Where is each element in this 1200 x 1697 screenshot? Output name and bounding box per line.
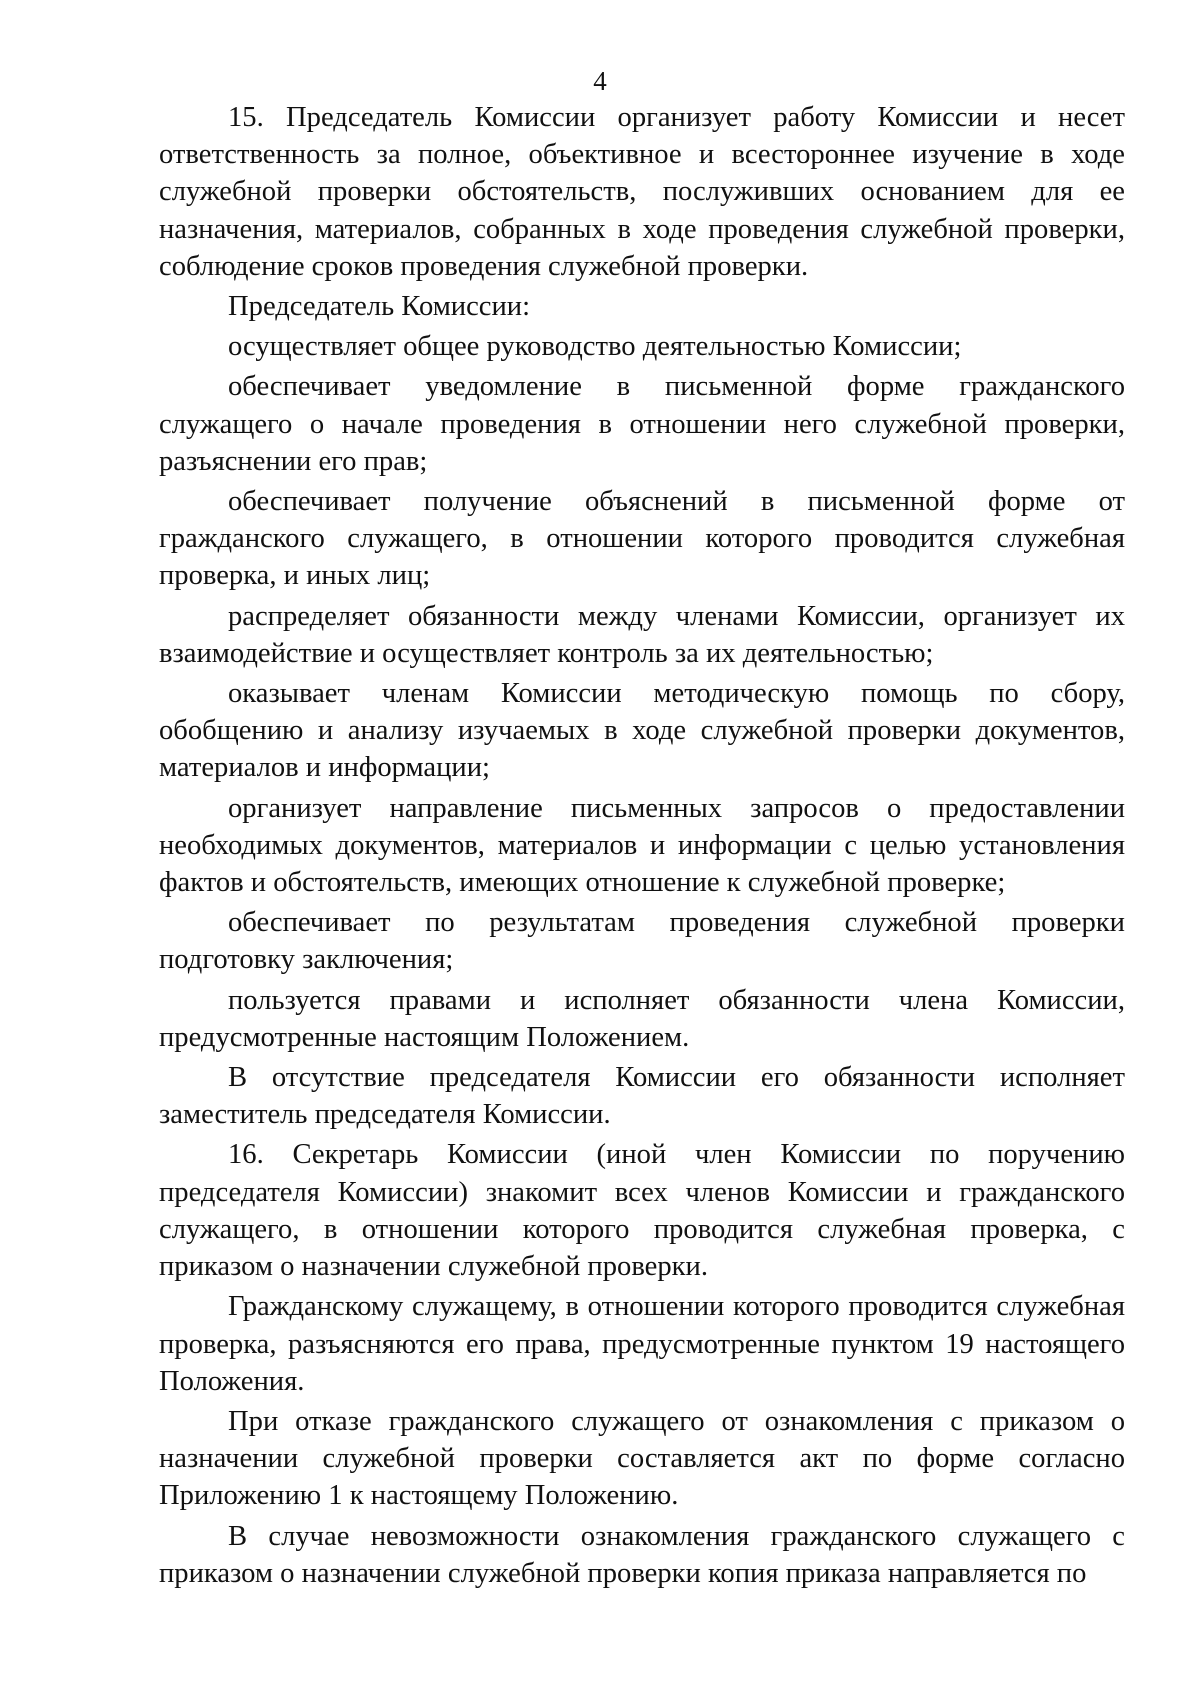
- paragraph-deputy-chairman: В отсутствие председателя Комиссии его обязанности исполняет заместитель председателя Комиссии.: [159, 1062, 1125, 1131]
- paragraph-conclusion-preparation: обеспечивает по результатам проведения служебной проверки подготовку заключения;: [159, 907, 1125, 976]
- paragraph-methodical-help: оказывает членам Комиссии методическую помощь по сбору, обобщению и анализу изучаемых в ходе служебной проверки документов, материалов и информации;: [159, 678, 1125, 784]
- paragraph-refusal-act: При отказе гражданского служащего от ознакомления с приказом о назначении служебной проверки составляется акт по форме согласно Приложению 1 к настоящему Положению.: [159, 1405, 1125, 1512]
- paragraph-general-management: осуществляет общее руководство деятельностью Комиссии;: [228, 331, 962, 363]
- paragraph-16-secretary: 16. Секретарь Комиссии (иной член Комиссии по поручению председателя Комиссии) знакомит всех членов Комиссии и гражданского служащего, в отношении которого проводится служебная проверка, с приказом о назначении служебной проверки.: [159, 1139, 1125, 1283]
- paragraph-copy-of-order: В случае невозможности ознакомления гражданского служащего с приказом о назначении служебной проверки копия приказа направляется по: [159, 1520, 1125, 1589]
- paragraph-chairman-heading: Председатель Комиссии:: [228, 291, 531, 323]
- paragraph-explanations: обеспечивает получение объяснений в письменной форме от гражданского служащего, в отношении которого проводится служебная проверка, и иных лиц;: [159, 486, 1125, 592]
- paragraph-rights-explained: Гражданскому служащему, в отношении которого проводится служебная проверка, разъясняются его права, предусмотренные пунктом 19 настоящего Положения.: [159, 1291, 1125, 1397]
- paragraph-15-chairman-responsibility: 15. Председатель Комиссии организует работу Комиссии и несет ответственность за полное, объективное и всестороннее изучение в ходе служебной проверки обстоятельств, послуживших основанием для ее назначения, материалов, собранных в ходе проведения служебной проверки, соблюдение сроков проведения служебной проверки.: [159, 102, 1125, 282]
- page-number: 4: [593, 66, 607, 96]
- paragraph-distribution-duties: распределяет обязанности между членами Комиссии, организует их взаимодействие и осуществляет контроль за их деятельностью;: [159, 600, 1125, 669]
- paragraph-member-rights: пользуется правами и исполняет обязанности члена Комиссии, предусмотренные настоящим Положением.: [159, 984, 1125, 1053]
- paragraph-notification: обеспечивает уведомление в письменной форме гражданского служащего о начале проведения в отношении него служебной проверки, разъяснении его прав;: [159, 371, 1125, 477]
- paragraph-requests: организует направление письменных запросов о предоставлении необходимых документов, материалов и информации с целью установления фактов и обстоятельств, имеющих отношение к служебной проверке;: [159, 792, 1125, 899]
- document-body: [159, 99, 1125, 1595]
